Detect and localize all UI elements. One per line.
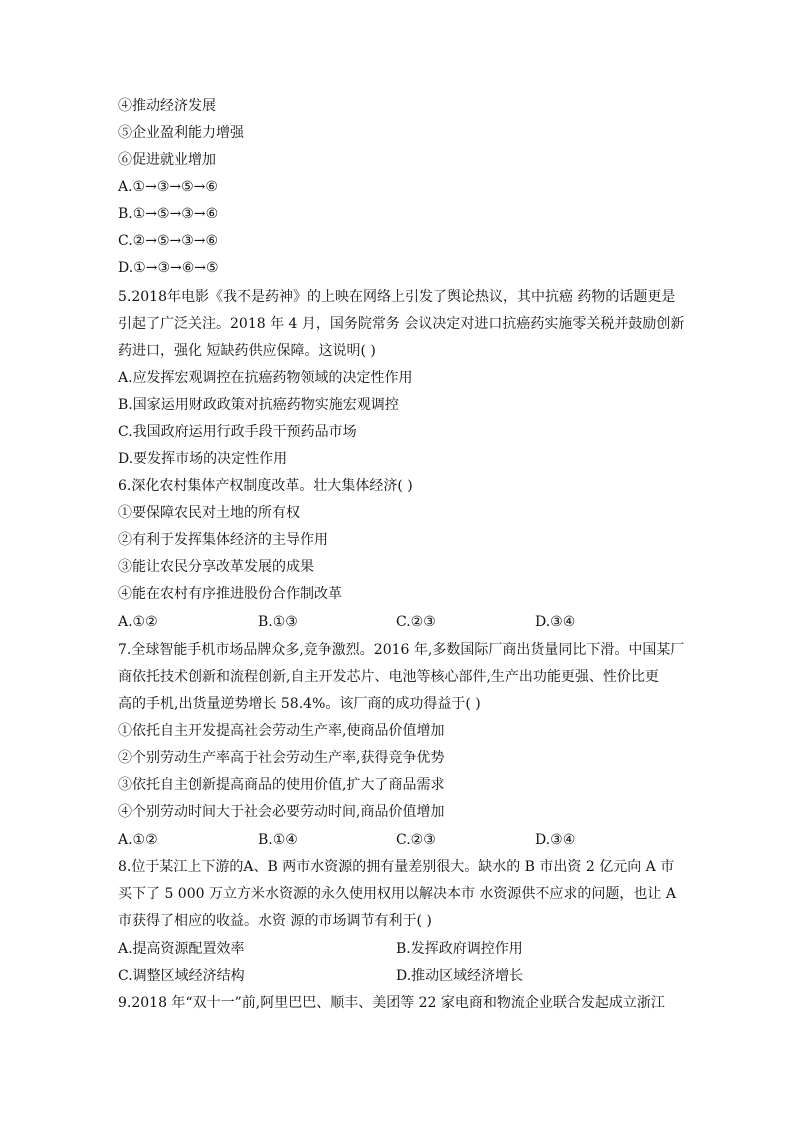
q7-stem-line-2: 商依托技术创新和流程创新,自主开发芯片、电池等核心部件,生产出功能更强、性价比更: [118, 669, 659, 685]
q4-item-6: ⑥促进就业增加: [118, 152, 216, 168]
q6-item-2: ②有利于发挥集体经济的主导作用: [118, 532, 328, 548]
q7-option-b: B.①④: [258, 832, 298, 848]
q7-item-4: ④个别劳动时间大于社会必要劳动时间,商品价值增加: [118, 804, 445, 820]
q8-stem-line-2: 买下了 5 000 万立方米水资源的永久使用权用以解决本市 水资源供不应求的问题，也让 A: [118, 886, 676, 902]
q5-option-b: B.国家运用财政政策对抗癌药物实施宏观调控: [118, 397, 399, 413]
q7-stem-line-3: 高的手机,出货量逆势增长 58.4%。该厂商的成功得益于( ): [118, 696, 481, 712]
q8-options-row-1: [118, 939, 678, 959]
q8-option-b: B.发挥政府调控作用: [396, 941, 523, 957]
q4-item-4: ④推动经济发展: [118, 98, 216, 114]
q7-item-1: ①依托自主开发提高社会劳动生产率,使商品价值增加: [118, 723, 445, 739]
q7-option-d: D.③④: [535, 832, 576, 848]
q4-option-a: A.①→③→⑤→⑥: [118, 179, 218, 195]
q8-stem-line-3: 市获得了相应的收益。水资 源的市场调节有利于( ): [118, 913, 432, 929]
q6-item-4: ④能在农村有序推进股份合作制改革: [118, 586, 342, 602]
q7-stem-line-1: 7.全球智能手机市场品牌众多,竞争激烈。2016 年,多数国际厂商出货量同比下滑。中国某厂: [118, 642, 685, 658]
q8-option-d: D.推动区域经济增长: [396, 968, 524, 984]
q4-option-b: B.①→⑤→③→⑥: [118, 206, 219, 222]
q7-item-2: ②个别劳动生产率高于社会劳动生产率,获得竞争优势: [118, 750, 445, 766]
q5-stem-line-3: 药进口，强化 短缺药供应保障。这说明( ): [118, 343, 376, 359]
q6-option-b: B.①③: [258, 614, 298, 630]
q5-option-c: C.我国政府运用行政手段干预药品市场: [118, 424, 357, 440]
q6-option-d: D.③④: [535, 614, 576, 630]
q6-option-c: C.②③: [396, 614, 436, 630]
q4-item-5: ⑤企业盈利能力增强: [118, 125, 244, 141]
q8-stem-line-1: 8.位于某江上下游的A、B 两市水资源的拥有量差别很大。缺水的 B 市出资 2 亿元向 A 市: [118, 859, 675, 875]
q4-option-c: C.②→⑤→③→⑥: [118, 233, 219, 249]
q5-option-d: D.要发挥市场的决定性作用: [118, 451, 288, 467]
q8-options-row-2: [118, 966, 678, 986]
q7-item-3: ③依托自主创新提高商品的使用价值,扩大了商品需求: [118, 777, 445, 793]
q9-stem-line-1: 9.2018 年“双十一”前,阿里巴巴、顺丰、美团等 22 家电商和物流企业联合发起成立浙江: [118, 995, 665, 1011]
q7-option-a: A.①②: [118, 832, 158, 848]
q5-option-a: A.应发挥宏观调控在抗癌药物领域的决定性作用: [118, 370, 413, 386]
q6-item-3: ③能让农民分享改革发展的成果: [118, 559, 314, 575]
q8-option-a: A.提高资源配置效率: [118, 941, 245, 957]
q4-option-d: D.①→③→⑥→⑤: [118, 260, 219, 276]
q6-options-row: [118, 612, 678, 632]
q8-option-c: C.调整区域经济结构: [118, 968, 245, 984]
q6-item-1: ①要保障农民对土地的所有权: [118, 505, 300, 521]
q6-option-a: A.①②: [118, 614, 158, 630]
q6-stem: 6.深化农村集体产权制度改革。壮大集体经济( ): [118, 478, 413, 494]
q5-stem-line-2: 引起了广泛关注。2018 年 4 月，国务院常务 会议决定对进口抗癌药实施零关税并鼓励创新: [118, 316, 685, 332]
q7-option-c: C.②③: [396, 832, 436, 848]
q7-options-row: [118, 830, 678, 850]
q5-stem-line-1: 5.2018年电影《我不是药神》的上映在网络上引发了舆论热议，其中抗癌 药物的话题更是: [118, 289, 676, 305]
